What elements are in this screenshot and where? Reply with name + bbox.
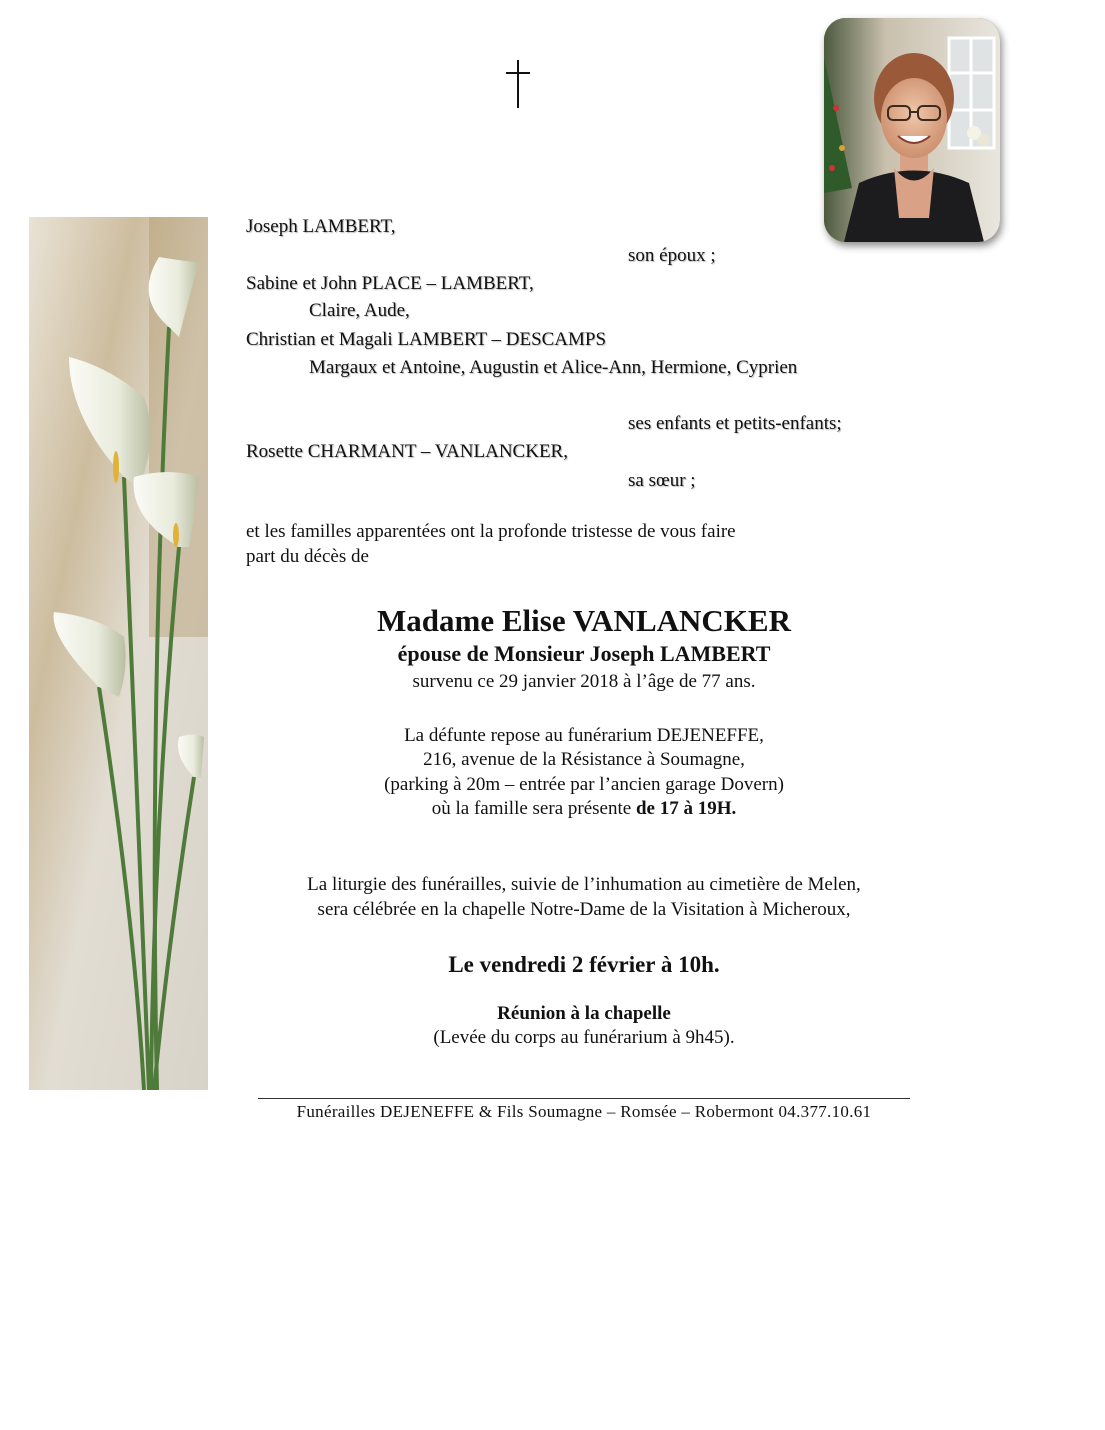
family-grandchildren-2: Margaux et Antoine, Augustin et Alice-Ann, Hermione, Cyprien — [309, 357, 798, 378]
family-husband-role: son époux ; — [628, 245, 716, 266]
calla-lily-decoration — [29, 217, 208, 1090]
visitation-presence-text: où la famille sera présente — [431, 798, 636, 819]
visitation-line-1: La défunte repose au funérarium DEJENEFFE, — [404, 725, 764, 746]
visitation-hours: de 17 à 19H. — [635, 798, 737, 819]
cross-icon — [503, 58, 533, 110]
visitation-line-3: (parking à 20m – entrée par l’ancien garage Dovern) — [384, 774, 784, 795]
family-children-role: ses enfants et petits-enfants; — [628, 413, 842, 434]
family-sister-role: sa sœur ; — [628, 470, 696, 491]
footer-funeral-home: Funérailles DEJENEFFE & Fils Soumagne – Romsée – Robermont 04.377.10.61 — [296, 1102, 872, 1121]
portrait-photo — [824, 18, 1000, 242]
liturgy-line-1: La liturgie des funérailles, suivie de l’inhumation au cimetière de Melen, — [307, 874, 861, 895]
ceremony-date: Le vendredi 2 février à 10h. — [448, 952, 720, 977]
deceased-name: Madame Elise VANLANCKER — [377, 603, 791, 638]
deceased-death-info: survenu ce 29 janvier 2018 à l’âge de 77 ans. — [412, 671, 756, 692]
visitation-line-2: 216, avenue de la Résistance à Soumagne, — [423, 749, 745, 770]
deceased-spouse: épouse de Monsieur Joseph LAMBERT — [397, 641, 771, 666]
visitation-line-4 — [208, 797, 960, 821]
family-child-2: Christian et Magali LAMBERT – DESCAMPS — [246, 329, 607, 350]
family-child-1: Sabine et John PLACE – LAMBERT, — [246, 273, 534, 294]
meeting-title: Réunion à la chapelle — [497, 1003, 671, 1024]
meeting-detail: (Levée du corps au funérarium à 9h45). — [433, 1027, 735, 1048]
family-grandchildren-1: Claire, Aude, — [309, 300, 410, 321]
family-husband: Joseph LAMBERT, — [246, 216, 396, 237]
footer-rule — [258, 1098, 910, 1099]
family-sister: Rosette CHARMANT – VANLANCKER, — [246, 441, 568, 462]
announcement-line-2: part du décès de — [246, 546, 369, 567]
liturgy-line-2: sera célébrée en la chapelle Notre-Dame de la Visitation à Micheroux, — [317, 899, 851, 920]
announcement-line-1: et les familles apparentées ont la profonde tristesse de vous faire — [246, 521, 736, 542]
